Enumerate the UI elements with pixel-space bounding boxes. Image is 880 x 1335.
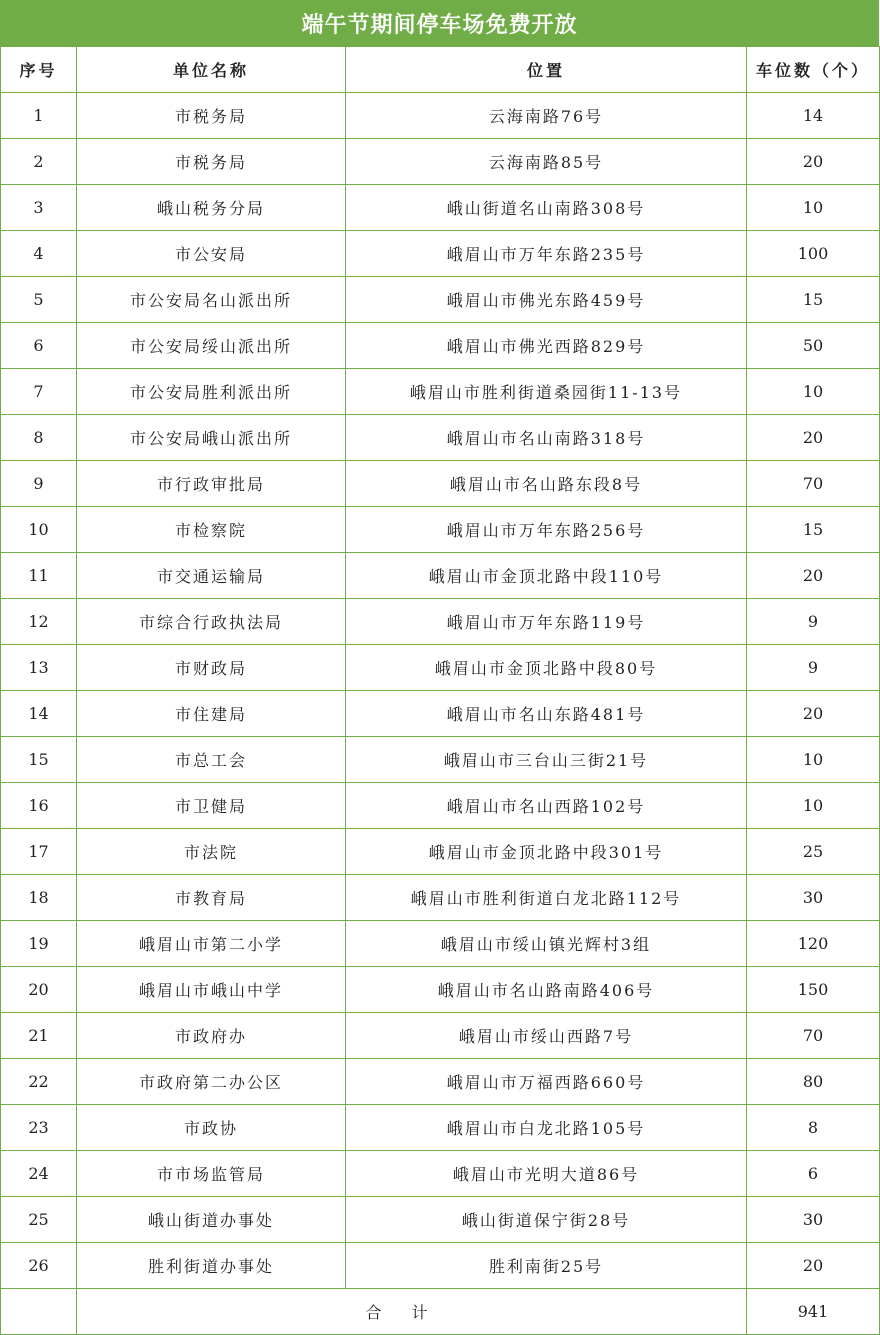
table-row xyxy=(1,1151,880,1197)
cell-spaces: 15 xyxy=(747,277,880,323)
cell-location: 峨眉山市名山西路102号 xyxy=(346,783,747,829)
cell-unit-name: 市综合行政执法局 xyxy=(77,599,346,645)
cell-spaces: 10 xyxy=(747,783,880,829)
cell-index: 10 xyxy=(1,507,77,553)
cell-location: 峨眉山市光明大道86号 xyxy=(346,1151,747,1197)
cell-index: 23 xyxy=(1,1105,77,1151)
cell-index: 16 xyxy=(1,783,77,829)
table-row xyxy=(1,93,880,139)
cell-unit-name: 市交通运输局 xyxy=(77,553,346,599)
header-location: 位置 xyxy=(346,47,747,93)
table-row xyxy=(1,645,880,691)
table-row xyxy=(1,691,880,737)
table-row xyxy=(1,507,880,553)
cell-unit-name: 市政府第二办公区 xyxy=(77,1059,346,1105)
cell-spaces: 30 xyxy=(747,875,880,921)
cell-location: 峨眉山市佛光东路459号 xyxy=(346,277,747,323)
table-row xyxy=(1,783,880,829)
cell-location: 峨眉山市金顶北路中段301号 xyxy=(346,829,747,875)
cell-unit-name: 市税务局 xyxy=(77,93,346,139)
cell-index: 6 xyxy=(1,323,77,369)
cell-index: 18 xyxy=(1,875,77,921)
cell-spaces: 70 xyxy=(747,1013,880,1059)
cell-location: 峨眉山市白龙北路105号 xyxy=(346,1105,747,1151)
table-row xyxy=(1,1197,880,1243)
cell-spaces: 10 xyxy=(747,185,880,231)
parking-table xyxy=(0,46,880,1335)
cell-spaces: 20 xyxy=(747,139,880,185)
cell-unit-name: 市政府办 xyxy=(77,1013,346,1059)
table-row xyxy=(1,1013,880,1059)
table-row xyxy=(1,1243,880,1289)
cell-location: 峨山街道名山南路308号 xyxy=(346,185,747,231)
table-row xyxy=(1,369,880,415)
cell-spaces: 20 xyxy=(747,691,880,737)
cell-unit-name: 市总工会 xyxy=(77,737,346,783)
cell-location: 峨眉山市金顶北路中段80号 xyxy=(346,645,747,691)
cell-location: 峨眉山市绥山镇光辉村3组 xyxy=(346,921,747,967)
cell-spaces: 120 xyxy=(747,921,880,967)
table-row xyxy=(1,185,880,231)
cell-index: 3 xyxy=(1,185,77,231)
table-row xyxy=(1,1105,880,1151)
total-value: 941 xyxy=(747,1289,880,1335)
cell-unit-name: 市法院 xyxy=(77,829,346,875)
cell-spaces: 6 xyxy=(747,1151,880,1197)
cell-index: 4 xyxy=(1,231,77,277)
cell-location: 峨眉山市绥山西路7号 xyxy=(346,1013,747,1059)
cell-spaces: 10 xyxy=(747,369,880,415)
total-row xyxy=(1,1289,880,1335)
cell-index: 17 xyxy=(1,829,77,875)
cell-location: 峨眉山市名山路东段8号 xyxy=(346,461,747,507)
table-body xyxy=(1,93,880,1289)
cell-spaces: 80 xyxy=(747,1059,880,1105)
cell-location: 云海南路76号 xyxy=(346,93,747,139)
cell-index: 2 xyxy=(1,139,77,185)
table-row xyxy=(1,921,880,967)
cell-location: 胜利南街25号 xyxy=(346,1243,747,1289)
cell-unit-name: 市行政审批局 xyxy=(77,461,346,507)
table-row xyxy=(1,967,880,1013)
cell-spaces: 100 xyxy=(747,231,880,277)
header-spaces: 车位数（个） xyxy=(747,47,880,93)
cell-index: 12 xyxy=(1,599,77,645)
cell-index: 21 xyxy=(1,1013,77,1059)
cell-unit-name: 市公安局 xyxy=(77,231,346,277)
cell-location: 峨眉山市万年东路119号 xyxy=(346,599,747,645)
table-row xyxy=(1,553,880,599)
cell-spaces: 9 xyxy=(747,645,880,691)
cell-index: 11 xyxy=(1,553,77,599)
cell-index: 8 xyxy=(1,415,77,461)
cell-index: 15 xyxy=(1,737,77,783)
cell-spaces: 20 xyxy=(747,1243,880,1289)
cell-location: 云海南路85号 xyxy=(346,139,747,185)
cell-location: 峨眉山市金顶北路中段110号 xyxy=(346,553,747,599)
cell-spaces: 8 xyxy=(747,1105,880,1151)
cell-unit-name: 市公安局绥山派出所 xyxy=(77,323,346,369)
cell-index: 14 xyxy=(1,691,77,737)
cell-unit-name: 峨眉山市峨山中学 xyxy=(77,967,346,1013)
table-row xyxy=(1,277,880,323)
cell-index: 19 xyxy=(1,921,77,967)
total-label: 合计 xyxy=(77,1289,747,1335)
cell-index: 24 xyxy=(1,1151,77,1197)
table-row xyxy=(1,323,880,369)
table-row xyxy=(1,875,880,921)
header-unit-name: 单位名称 xyxy=(77,47,346,93)
table-row xyxy=(1,1059,880,1105)
cell-spaces: 50 xyxy=(747,323,880,369)
cell-unit-name: 市检察院 xyxy=(77,507,346,553)
cell-index: 22 xyxy=(1,1059,77,1105)
page-title: 端午节期间停车场免费开放 xyxy=(0,0,879,46)
cell-spaces: 70 xyxy=(747,461,880,507)
cell-unit-name: 市教育局 xyxy=(77,875,346,921)
total-blank-cell xyxy=(1,1289,77,1335)
table-row xyxy=(1,461,880,507)
table-row xyxy=(1,829,880,875)
cell-unit-name: 市政协 xyxy=(77,1105,346,1151)
cell-index: 5 xyxy=(1,277,77,323)
table-row xyxy=(1,737,880,783)
cell-spaces: 9 xyxy=(747,599,880,645)
cell-spaces: 25 xyxy=(747,829,880,875)
cell-spaces: 20 xyxy=(747,553,880,599)
cell-location: 峨眉山市胜利街道桑园街11-13号 xyxy=(346,369,747,415)
cell-location: 峨山街道保宁街28号 xyxy=(346,1197,747,1243)
cell-unit-name: 市公安局名山派出所 xyxy=(77,277,346,323)
cell-index: 26 xyxy=(1,1243,77,1289)
cell-index: 1 xyxy=(1,93,77,139)
cell-unit-name: 胜利街道办事处 xyxy=(77,1243,346,1289)
cell-index: 7 xyxy=(1,369,77,415)
cell-unit-name: 市住建局 xyxy=(77,691,346,737)
cell-unit-name: 市税务局 xyxy=(77,139,346,185)
cell-location: 峨眉山市名山东路481号 xyxy=(346,691,747,737)
cell-location: 峨眉山市胜利街道白龙北路112号 xyxy=(346,875,747,921)
header-index: 序号 xyxy=(1,47,77,93)
cell-location: 峨眉山市万年东路256号 xyxy=(346,507,747,553)
cell-location: 峨眉山市名山南路318号 xyxy=(346,415,747,461)
cell-unit-name: 市财政局 xyxy=(77,645,346,691)
cell-unit-name: 市市场监管局 xyxy=(77,1151,346,1197)
cell-unit-name: 市公安局胜利派出所 xyxy=(77,369,346,415)
cell-index: 20 xyxy=(1,967,77,1013)
cell-spaces: 30 xyxy=(747,1197,880,1243)
cell-spaces: 15 xyxy=(747,507,880,553)
cell-location: 峨眉山市名山路南路406号 xyxy=(346,967,747,1013)
cell-unit-name: 峨山税务分局 xyxy=(77,185,346,231)
cell-spaces: 150 xyxy=(747,967,880,1013)
cell-index: 9 xyxy=(1,461,77,507)
cell-location: 峨眉山市万福西路660号 xyxy=(346,1059,747,1105)
table-row xyxy=(1,139,880,185)
cell-unit-name: 市卫健局 xyxy=(77,783,346,829)
cell-spaces: 14 xyxy=(747,93,880,139)
cell-location: 峨眉山市三台山三街21号 xyxy=(346,737,747,783)
cell-spaces: 10 xyxy=(747,737,880,783)
cell-location: 峨眉山市万年东路235号 xyxy=(346,231,747,277)
table-row xyxy=(1,415,880,461)
cell-index: 13 xyxy=(1,645,77,691)
cell-index: 25 xyxy=(1,1197,77,1243)
table-header-row xyxy=(1,47,880,93)
cell-unit-name: 峨眉山市第二小学 xyxy=(77,921,346,967)
cell-unit-name: 峨山街道办事处 xyxy=(77,1197,346,1243)
cell-spaces: 20 xyxy=(747,415,880,461)
cell-location: 峨眉山市佛光西路829号 xyxy=(346,323,747,369)
table-row xyxy=(1,599,880,645)
cell-unit-name: 市公安局峨山派出所 xyxy=(77,415,346,461)
table-row xyxy=(1,231,880,277)
